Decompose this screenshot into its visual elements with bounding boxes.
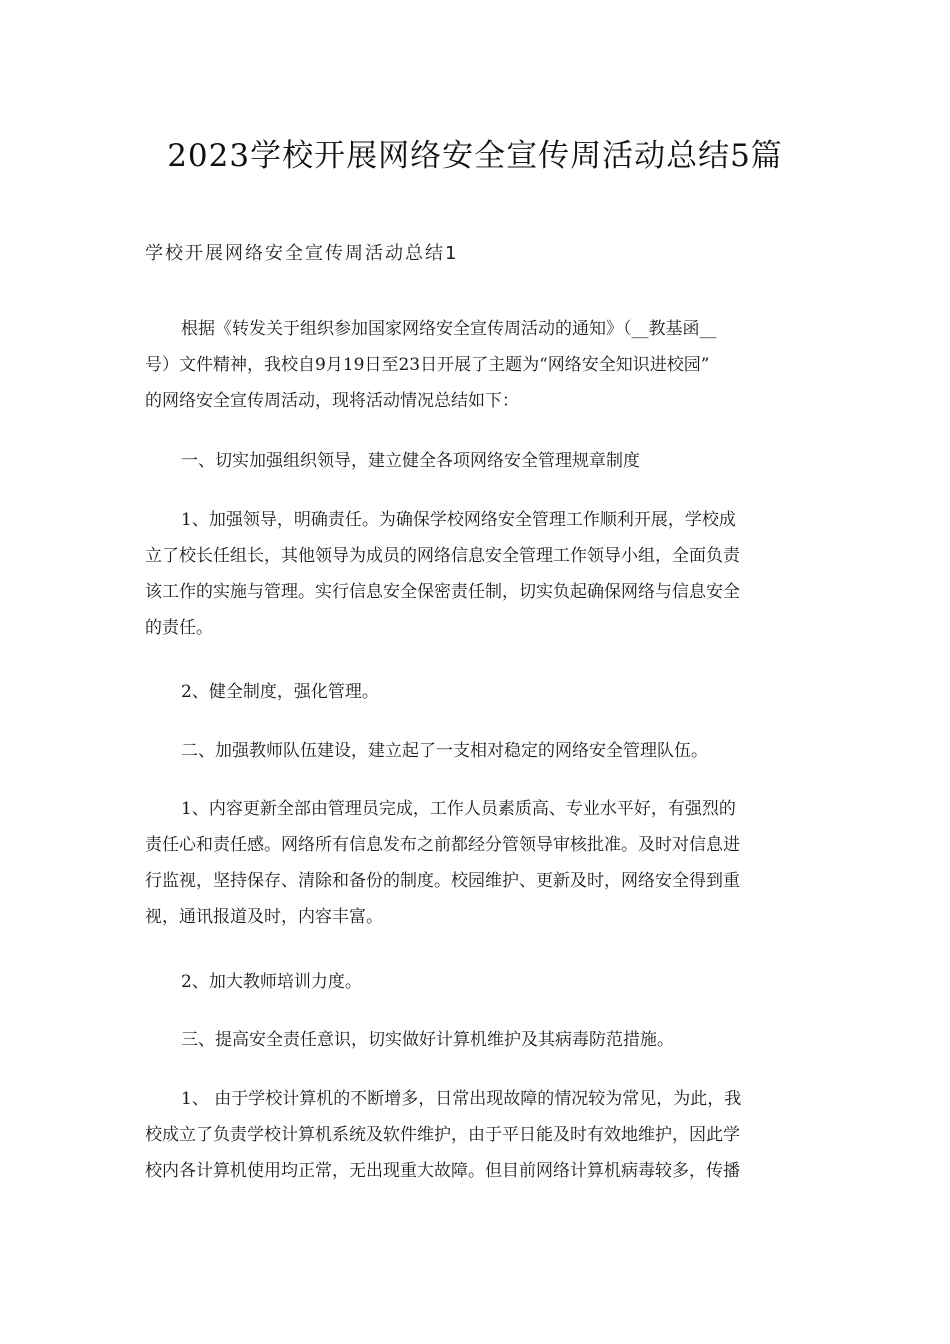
paragraph-line: 号）文件精神，我校自9月19日至23日开展了主题为“网络安全知识进校园”: [145, 355, 710, 375]
paragraph-line: 行监视，坚持保存、清除和备份的制度。校园维护、更新及时，网络安全得到重: [145, 871, 740, 891]
paragraph-line: 一、切实加强组织领导，建立健全各项网络安全管理规章制度: [181, 451, 640, 471]
paragraph-line: 立了校长任组长，其他领导为成员的网络信息安全管理工作领导小组，全面负责: [145, 546, 740, 566]
paragraph-line: 该工作的实施与管理。实行信息安全保密责任制，切实负起确保网络与信息安全: [145, 582, 740, 602]
paragraph-line: 1、内容更新全部由管理员完成，工作人员素质高、专业水平好，有强烈的: [181, 799, 736, 819]
paragraph: [145, 733, 813, 769]
paragraph: [145, 311, 813, 419]
document-title: 2023学校开展网络安全宣传周活动总结5篇: [167, 138, 783, 174]
paragraph-line: 校内各计算机使用均正常，无出现重大故障。但目前网络计算机病毒较多，传播: [145, 1161, 740, 1181]
paragraph-line: 的责任。: [145, 618, 213, 638]
paragraph: [145, 964, 813, 1000]
paragraph-line: 三、提高安全责任意识，切实做好计算机维护及其病毒防范措施。: [181, 1030, 674, 1050]
paragraph-line: 根据《转发关于组织参加国家网络安全宣传周活动的通知》（__教基函__: [181, 319, 717, 339]
paragraph: [145, 443, 813, 479]
paragraph: [145, 1022, 813, 1058]
paragraph-line: 1、 由于学校计算机的不断增多，日常出现故障的情况较为常见，为此，我: [181, 1089, 742, 1109]
paragraph-line: 2、健全制度，强化管理。: [181, 682, 379, 702]
paragraph-line: 的网络安全宣传周活动，现将活动情况总结如下：: [145, 391, 519, 411]
paragraph: [145, 502, 813, 646]
paragraph-line: 视，通讯报道及时，内容丰富。: [145, 907, 383, 927]
section-heading: 学校开展网络安全宣传周活动总结1: [145, 243, 459, 264]
paragraph-line: 二、加强教师队伍建设，建立起了一支相对稳定的网络安全管理队伍。: [181, 741, 708, 761]
paragraph: [145, 674, 813, 710]
paragraph-line: 责任心和责任感。网络所有信息发布之前都经分管领导审核批准。及时对信息进: [145, 835, 740, 855]
paragraph: [145, 1081, 813, 1189]
paragraph-line: 校成立了负责学校计算机系统及软件维护，由于平日能及时有效地维护，因此学: [145, 1125, 740, 1145]
paragraph-line: 1、加强领导，明确责任。为确保学校网络安全管理工作顺利开展，学校成: [181, 510, 736, 530]
paragraph: [145, 791, 813, 935]
paragraph-line: 2、加大教师培训力度。: [181, 972, 362, 992]
